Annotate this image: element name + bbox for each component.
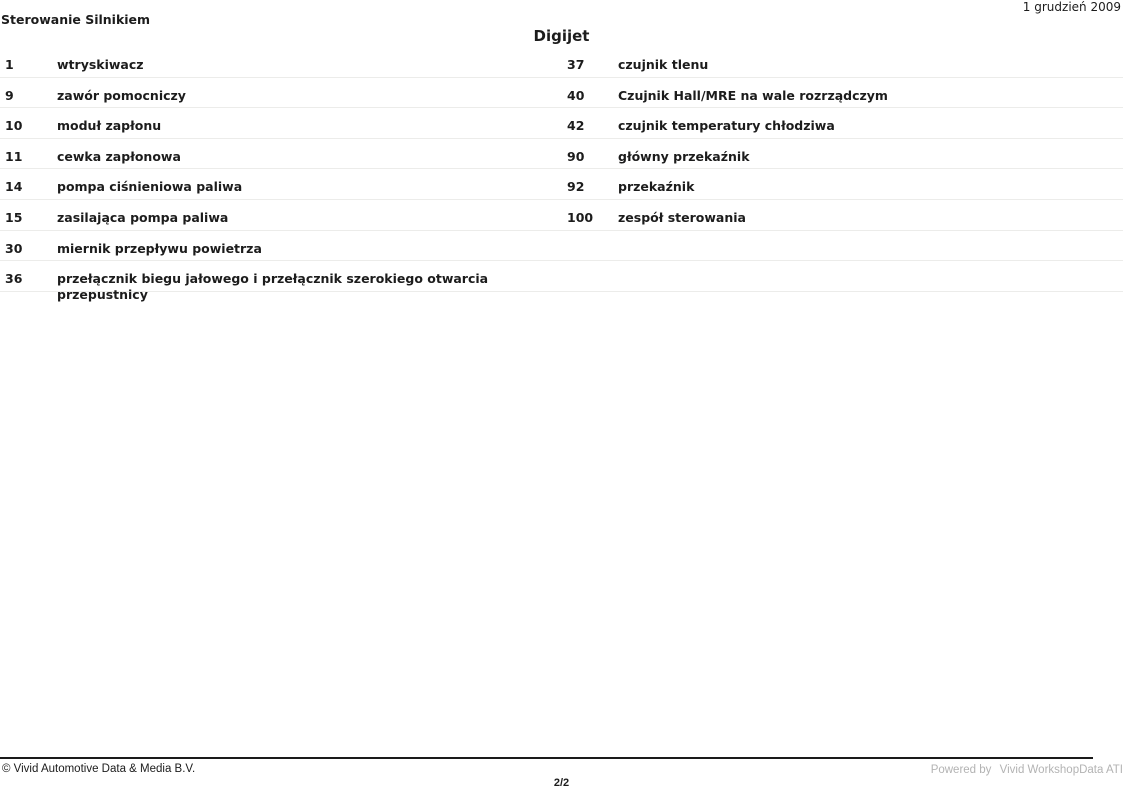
component-name-left: zasilająca pompa paliwa xyxy=(57,209,229,225)
legend-row xyxy=(0,139,1123,170)
legend-row xyxy=(0,108,1123,139)
legend-row xyxy=(0,261,1123,302)
component-number-left: 9 xyxy=(5,87,14,103)
component-number-right: 37 xyxy=(567,57,585,72)
component-name-left: pompa ciśnieniowa paliwa xyxy=(57,179,243,195)
component-number-right: 40 xyxy=(567,87,585,103)
document-date: 1 grudzień 2009 xyxy=(1022,0,1121,14)
component-number-left: 14 xyxy=(5,179,23,195)
component-number-left: 36 xyxy=(5,271,23,287)
page-number: 2/2 xyxy=(553,777,570,789)
component-number-left: 10 xyxy=(5,118,23,134)
system-title: Digijet xyxy=(533,27,590,45)
component-name-right: główny przekaźnik xyxy=(618,148,750,164)
component-name-right: czujnik temperatury chłodziwa xyxy=(618,118,835,134)
component-name-right: przekaźnik xyxy=(618,179,695,195)
component-number-right: 42 xyxy=(567,118,585,134)
component-number-left: 30 xyxy=(5,240,23,256)
component-name-right: zespół sterowania xyxy=(618,209,746,225)
component-number-left: 11 xyxy=(5,148,23,164)
component-name-right: czujnik tlenu xyxy=(618,57,709,72)
component-legend-table xyxy=(0,47,1123,302)
component-name-left: cewka zapłonowa xyxy=(57,148,181,164)
component-number-left: 15 xyxy=(5,209,23,225)
legend-row xyxy=(0,169,1123,200)
footer-powered-by xyxy=(931,764,1123,776)
legend-row xyxy=(0,231,1123,262)
component-name-right: Czujnik Hall/MRE na wale rozrządczym xyxy=(618,87,888,103)
section-title: Sterowanie Silnikiem xyxy=(1,12,151,27)
footer-divider-rule xyxy=(0,757,1093,759)
legend-row xyxy=(0,200,1123,231)
component-name-left: miernik przepływu powietrza xyxy=(57,240,262,256)
legend-row xyxy=(0,78,1123,109)
product-name: Vivid WorkshopData ATI xyxy=(999,764,1123,776)
component-number-left: 1 xyxy=(5,57,14,72)
component-name-left: przełącznik biegu jałowego i przełącznik szerokiego otwarcia przepustnicy xyxy=(57,271,489,302)
component-number-right: 100 xyxy=(567,209,594,225)
component-number-right: 92 xyxy=(567,179,585,195)
component-name-left: moduł zapłonu xyxy=(57,118,162,134)
powered-by-label: Powered by xyxy=(930,764,992,776)
component-name-left: wtryskiwacz xyxy=(57,57,144,72)
legend-row xyxy=(0,47,1123,78)
component-number-right: 90 xyxy=(567,148,585,164)
component-name-left: zawór pomocniczy xyxy=(57,87,186,103)
footer-copyright: © Vivid Automotive Data & Media B.V. xyxy=(2,763,196,775)
